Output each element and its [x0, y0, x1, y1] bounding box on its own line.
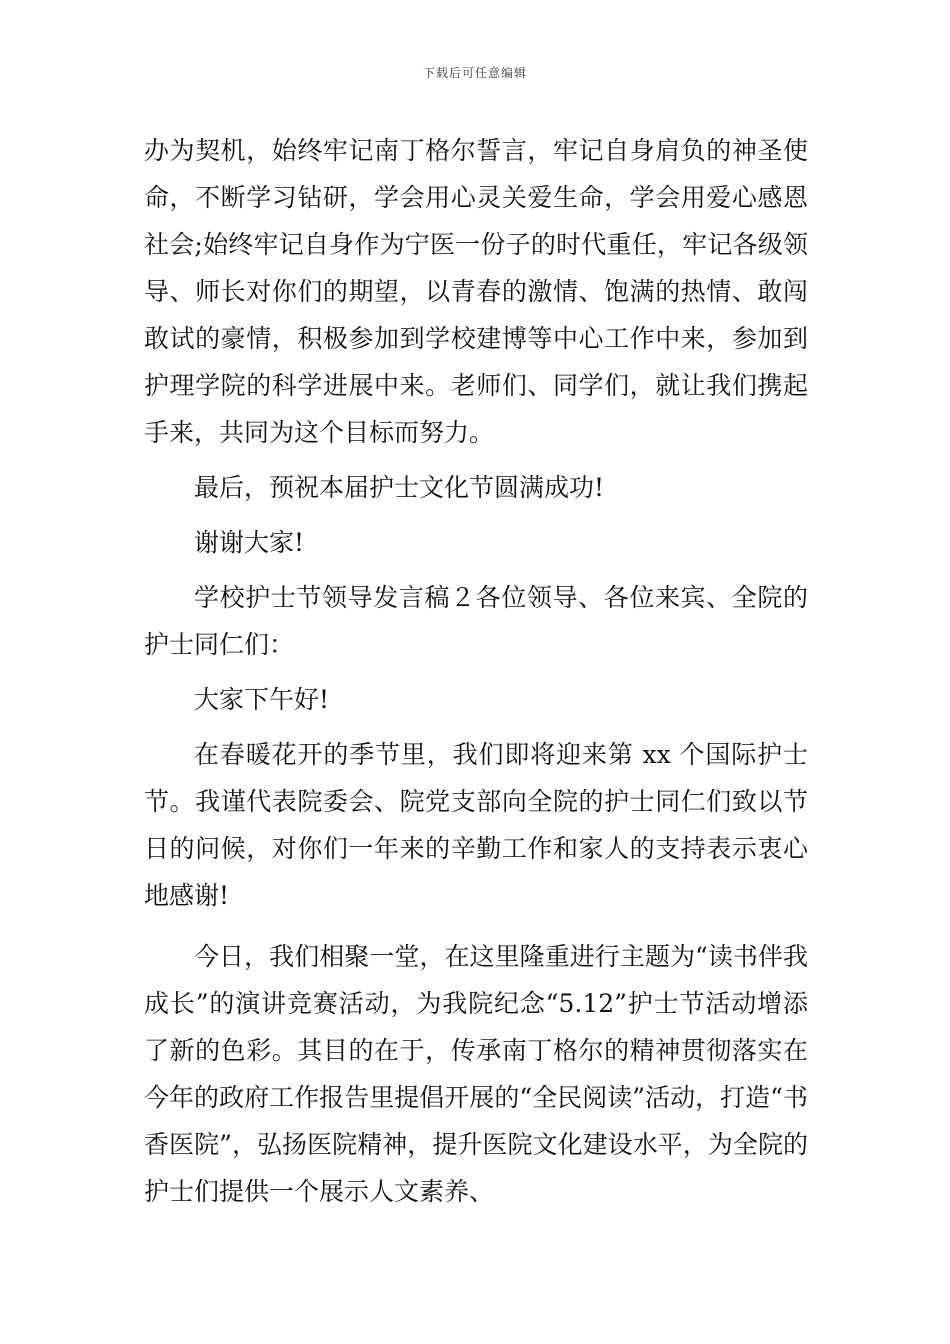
document-body	[144, 127, 808, 1215]
header-note: 下载后可任意编辑	[422, 66, 527, 80]
paragraph-event-purpose: 今日，我们相聚一堂，在这里隆重进行主题为“读书伴我成长”的演讲竞赛活动，为我院纪念“5.12”护士节活动增添了新的色彩。其目的在于，传承南丁格尔的精神贯彻落实在今年的政府工作报告里提倡开展的“全民阅读”活动，打造“书香医院”，弘扬医院精神，提升医院文化建设水平，为全院的护士们提供一个展示人文素养、	[144, 942, 808, 1206]
paragraph-greeting: 大家下午好!	[194, 685, 330, 714]
paragraph-continuation: 办为契机，始终牢记南丁格尔誓言，牢记自身肩负的神圣使命，不断学习钻研，学会用心灵关爱生命，学会用爱心感恩社会;始终牢记自身作为宁医一份子的时代重任，牢记各级领导、师长对你们的期望，以青春的激情、饱满的热情、敢闯敢试的豪情，积极参加到学校建博等中心工作中来，参加到护理学院的科学进展中来。老师们、同学们，就让我们携起手来，共同为这个目标而努力。	[144, 136, 808, 447]
paragraph-thanks: 谢谢大家!	[194, 528, 305, 557]
paragraph-speech-title: 学校护士节领导发言稿２各位领导、各位来宾、全院的护士同仁们：	[144, 583, 808, 659]
paragraph-festival-greeting: 在春暖花开的季节里，我们即将迎来第 xx 个国际护士节。我谨代表院委会、院党支部向全院的护士同仁们致以节日的问候，对你们一年来的辛勤工作和家人的支持表示衷心地感谢!	[144, 740, 808, 910]
paragraph-closing-wish: 最后，预祝本届护士文化节圆满成功!	[194, 473, 605, 502]
